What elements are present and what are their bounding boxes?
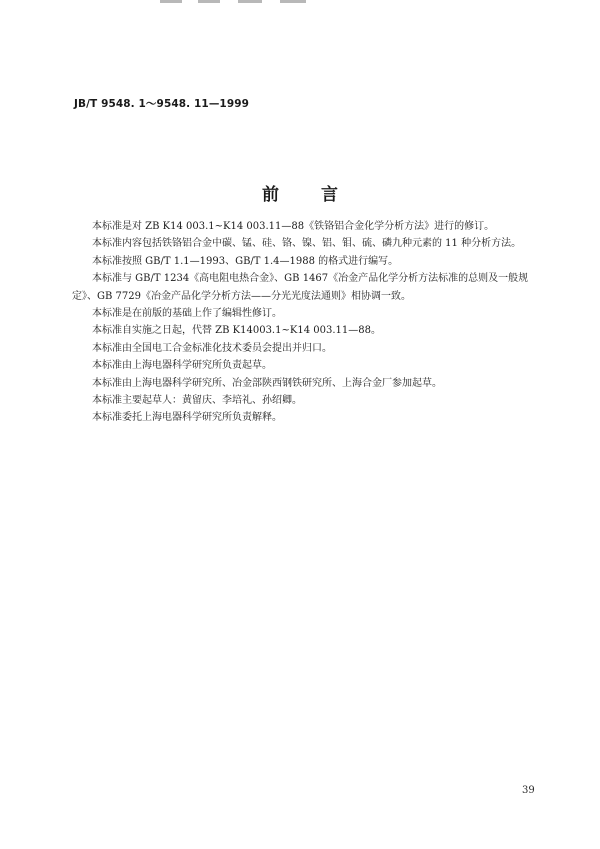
paragraph-interpretation: 本标准委托上海电器科学研究所负责解释。	[92, 412, 282, 424]
paragraph-format: 本标准按照 GB/T 1.1—1993、GB/T 1.4—1988 的格式进行编写。	[92, 255, 399, 267]
paragraph-drafter: 本标准由上海电器科学研究所负责起草。	[92, 360, 272, 372]
paragraph-proposer: 本标准由全国电工合金标准化技术委员会提出并归口。	[92, 342, 332, 354]
paragraph-scope: 本标准内容包括铁铬铝合金中碳、锰、硅、铬、镍、铝、钼、硫、磷九种元素的 11 种分析方法。	[92, 238, 522, 250]
paragraph-replacement: 本标准自实施之日起，代替 ZB K14003.1~K14 003.11—88。	[92, 325, 381, 337]
paragraph-consistency: 本标准与 GB/T 1234《高电阻电热合金》、GB 1467《冶金产品化学分析方法标准的总则及一般规定》、GB 7729《冶金产品化学分析方法——分光光度法通则》相协调一致。	[72, 273, 529, 302]
paragraph-revision: 本标准是对 ZB K14 003.1~K14 003.11—88《铁铬铝合金化学分析方法》进行的修订。	[92, 221, 495, 232]
scan-edge-marks	[160, 0, 320, 4]
paragraph-editorial: 本标准是在前版的基础上作了编辑性修订。	[92, 308, 282, 320]
paragraph-authors: 本标准主要起草人：黄留庆、李培礼、孙绍卿。	[92, 395, 302, 407]
paragraph-participants: 本标准由上海电器科学研究所、冶金部陕西钢铁研究所、上海合金厂参加起草。	[92, 377, 442, 389]
foreword-body	[72, 218, 550, 427]
page-number: 39	[522, 785, 535, 796]
page-title: 前 言	[262, 185, 356, 205]
standard-code: JB/T 9548. 1～9548. 11—1999	[74, 98, 250, 110]
